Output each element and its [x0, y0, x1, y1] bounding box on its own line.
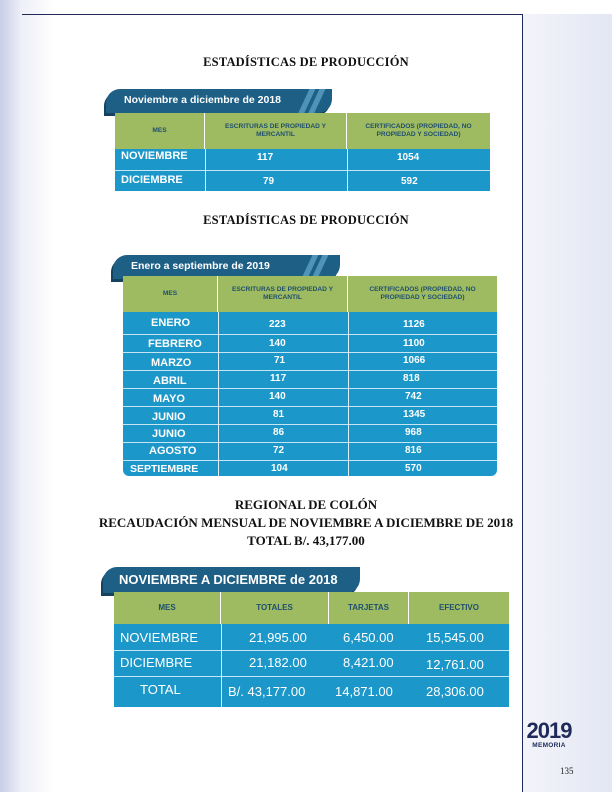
cell-certificados: 1345 [403, 409, 426, 420]
cell-escrituras: 104 [271, 463, 288, 474]
section1-banner-label: Noviembre a diciembre de 2018 [124, 94, 281, 106]
section3-title [0, 496, 612, 550]
cell-mes: MARZO [151, 357, 192, 369]
cell-certificados: 1066 [403, 355, 426, 366]
col-divider [348, 312, 349, 476]
cell-certificados: 968 [405, 427, 422, 438]
memoria-logo [524, 720, 574, 756]
row-divider [123, 334, 497, 335]
cell-certificados: 1126 [403, 319, 425, 330]
logo-year: 2019 [526, 718, 572, 743]
col-divider [347, 149, 348, 191]
cell-escrituras: 71 [274, 355, 286, 366]
cell-efectivo: 28,306.00 [426, 684, 484, 699]
cell-certificados: 1054 [397, 152, 420, 163]
table-header-escrituras: ESCRITURAS DE PROPIEDAD Y MERCANTIL [218, 276, 348, 312]
cell-totales: 21,182.00 [249, 655, 307, 670]
cell-escrituras: 72 [273, 445, 285, 456]
cell-mes: SEPTIEMBRE [130, 463, 199, 475]
table-header-mes: MES [115, 113, 205, 149]
cell-mes: DICIEMBRE [121, 174, 183, 186]
cell-mes: NOVIEMBRE [121, 150, 188, 162]
section3-title-line1: REGIONAL DE COLÓN [234, 497, 378, 512]
top-frame-line [22, 14, 430, 15]
row-divider [123, 370, 497, 371]
cell-mes: ABRIL [153, 375, 187, 387]
cell-totales: B/. 43,177.00 [228, 684, 306, 699]
row-divider [123, 424, 497, 425]
section1-title: ESTADÍSTICAS DE PRODUCCIÓN [203, 55, 409, 69]
cell-escrituras: 79 [263, 176, 275, 187]
top-frame-line-right [430, 14, 523, 15]
cell-certificados: 816 [405, 445, 422, 456]
row-divider [123, 442, 497, 443]
section3-title-line3: TOTAL B/. 43,177.00 [247, 533, 365, 548]
cell-mes: MAYO [153, 393, 185, 405]
cell-escrituras: 140 [269, 391, 286, 402]
right-decor-band [523, 14, 612, 792]
cell-mes: ENERO [151, 317, 191, 329]
section2-banner-label: Enero a septiembre de 2019 [131, 260, 270, 272]
cell-certificados: 742 [405, 391, 422, 402]
right-frame-line [522, 14, 523, 792]
table-header-certificados: CERTIFICADOS (PROPIEDAD, NO PROPIEDAD Y SOCIEDAD) [347, 113, 490, 149]
section3-title-line2: RECAUDACIÓN MENSUAL DE NOVIEMBRE A DICIEMBRE DE 2018 [98, 515, 514, 530]
cell-certificados: 1100 [403, 338, 425, 349]
col-divider [205, 149, 206, 191]
page-number: 135 [560, 766, 574, 776]
row-divider [114, 676, 509, 677]
table-header-efectivo: EFECTIVO [409, 592, 509, 624]
section1-table [115, 113, 490, 191]
cell-tarjetas: 8,421.00 [343, 655, 394, 670]
table-header-totales: TOTALES [221, 592, 329, 624]
cell-efectivo: 15,545.00 [426, 630, 484, 645]
cell-mes: DICIEMBRE [120, 655, 193, 670]
cell-certificados: 570 [405, 463, 422, 474]
section2-title: ESTADÍSTICAS DE PRODUCCIÓN [203, 213, 409, 227]
cell-mes: AGOSTO [149, 445, 197, 457]
section2-table [123, 276, 497, 476]
cell-mes: FEBRERO [148, 338, 202, 350]
cell-escrituras: 117 [270, 373, 287, 384]
cell-escrituras: 140 [269, 338, 286, 349]
cell-tarjetas: 14,871.00 [335, 684, 393, 699]
table-header-escrituras: ESCRITURAS DE PROPIEDAD Y MERCANTIL [205, 113, 347, 149]
cell-escrituras: 81 [273, 409, 285, 420]
col-divider [218, 312, 219, 476]
table-header-mes: MES [114, 592, 221, 624]
cell-efectivo: 12,761.00 [426, 657, 484, 672]
row-divider [115, 170, 490, 171]
row-divider [114, 650, 509, 651]
cell-mes: TOTAL [140, 682, 181, 697]
cell-tarjetas: 6,450.00 [343, 630, 394, 645]
section3-banner-label: NOVIEMBRE A DICIEMBRE de 2018 [119, 572, 338, 587]
cell-totales: 21,995.00 [249, 630, 307, 645]
cell-mes: NOVIEMBRE [120, 630, 199, 645]
cell-mes: JUNIO [152, 411, 186, 423]
section3-banner [103, 567, 360, 593]
row-divider [123, 406, 497, 407]
cell-certificados: 818 [403, 373, 420, 384]
cell-escrituras: 223 [269, 319, 286, 330]
cell-mes: JUNIO [152, 428, 186, 440]
left-decor-band [0, 0, 22, 792]
section3-table [114, 592, 509, 707]
table-header-mes: MES [123, 276, 218, 312]
row-divider [123, 352, 497, 353]
cell-certificados: 592 [401, 176, 418, 187]
row-divider [123, 388, 497, 389]
cell-escrituras: 86 [273, 427, 285, 438]
table-header-tarjetas: TARJETAS [329, 592, 409, 624]
col-divider [221, 624, 222, 707]
cell-escrituras: 117 [257, 152, 274, 163]
row-divider [123, 460, 497, 461]
section1-banner [106, 89, 332, 113]
logo-word: MEMORIA [532, 742, 566, 749]
table-header-certificados: CERTIFICADOS (PROPIEDAD, NO PROPIEDAD Y SOCIEDAD) [348, 276, 497, 312]
